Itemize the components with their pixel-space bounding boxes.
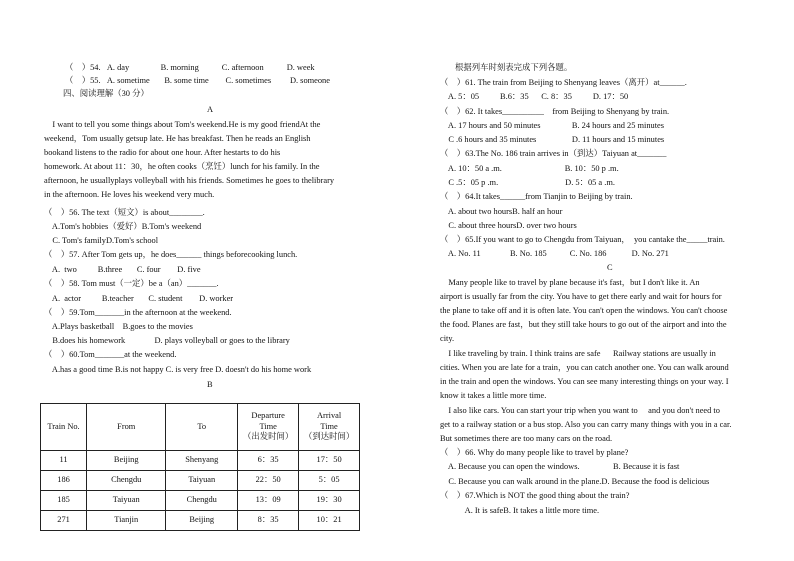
departure-label-cn: （出发时间） xyxy=(243,432,294,442)
arrival-label: Arrival xyxy=(317,411,342,421)
table-row xyxy=(41,451,360,471)
question-58: （ ）58. Tom must（一定）be a（an）_______. xyxy=(44,279,219,288)
question-62: （ ）62. It takes__________ from Beijing to Shenyang by train. xyxy=(440,107,670,116)
question-66-options: A. Because you can open the windows. B. Because it is fast xyxy=(440,462,680,471)
passage-c-line: airport is usually far from the city. You have to get there early and wait for hours for xyxy=(440,292,722,301)
train-timetable xyxy=(40,403,360,531)
table-row xyxy=(41,471,360,491)
cell-departure: 22：50 xyxy=(238,471,299,491)
question-58-options: A. actor B.teacher C. student D. worker xyxy=(44,294,234,303)
passage-c-line: the plane to take off and it is often late. You can't open the windows. You can't choose xyxy=(440,306,728,315)
table-row xyxy=(41,491,360,511)
cell-arrival: 5：05 xyxy=(299,471,360,491)
question-56-options: C. Tom's familyD.Tom's school xyxy=(44,236,159,245)
cell-train-no: 186 xyxy=(41,471,87,491)
passage-a-line: I want to tell you some things about Tom's weekend.He is my good friendAt the xyxy=(44,120,321,129)
question-54: （ ）54. A. day B. morning C. afternoon D. week xyxy=(65,63,315,72)
question-65: （ ）65.If you want to go to Chengdu from Taiyuan， you cantake the_____train. xyxy=(440,235,725,244)
question-59-options: B.does his homework D. plays volleyball or goes to the library xyxy=(44,336,290,345)
timetable-instructions: 根据列车时刻表完成下列各题。 xyxy=(455,63,573,72)
cell-to: Taiyuan xyxy=(166,471,238,491)
table-header xyxy=(299,404,360,451)
question-56-options: A.Tom's hobbies（爱好）B.Tom's weekend xyxy=(44,222,202,231)
cell-arrival: 19：30 xyxy=(299,491,360,511)
passage-b-title: B xyxy=(207,380,213,389)
passage-c-line: get to a railway station or a bus stop. Also you can carry many things with you in a car. xyxy=(440,420,732,429)
cell-departure: 6：35 xyxy=(238,451,299,471)
cell-arrival: 17：50 xyxy=(299,451,360,471)
question-60: （ ）60.Tom_______at the weekend. xyxy=(44,350,177,359)
passage-c-line: city. xyxy=(440,334,455,343)
passage-c-title: C xyxy=(607,263,613,272)
question-57-options: A. two B.three C. four D. five xyxy=(44,265,201,274)
passage-c-line: Many people like to travel by plane because it's fast，but I don't like it. An xyxy=(440,278,700,287)
question-55: （ ）55. A. sometime B. some time C. sometimes D. someone xyxy=(65,76,330,85)
question-60-options: A.has a good time B.is not happy C. is very free D. doesn't do his home work xyxy=(44,365,312,374)
question-62-options: C .6 hours and 35 minutes D. 11 hours and 15 minutes xyxy=(440,135,665,144)
passage-c-line: But sometimes there are too many cars on the road. xyxy=(440,434,613,443)
cell-to: Beijing xyxy=(166,511,238,531)
question-63-options: A. 10：50 a .m. B. 10：50 p .m. xyxy=(440,164,619,173)
question-62-options: A. 17 hours and 50 minutes B. 24 hours and 25 minutes xyxy=(440,121,665,130)
table-header: To xyxy=(166,404,238,451)
question-67-options: A. It is safeB. It takes a little more time. xyxy=(440,506,600,515)
question-57: （ ）57. After Tom gets up，he does______ things beforecooking lunch. xyxy=(44,250,298,259)
cell-from: Tianjin xyxy=(87,511,166,531)
question-59: （ ）59.Tom_______in the afternoon at the weekend. xyxy=(44,308,232,317)
cell-from: Taiyuan xyxy=(87,491,166,511)
question-59-options: A.Plays basketball B.goes to the movies xyxy=(44,322,193,331)
cell-arrival: 10：21 xyxy=(299,511,360,531)
question-63: （ ）63.The No. 186 train arrives in（到达）Taiyuan at_______ xyxy=(440,149,667,158)
cell-departure: 13：09 xyxy=(238,491,299,511)
question-64-options: A. about two hoursB. half an hour xyxy=(440,207,563,216)
departure-label: Time xyxy=(259,421,277,431)
departure-label: Departure xyxy=(251,411,285,421)
table-row xyxy=(41,511,360,531)
question-63-options: C .5：05 p .m. D. 5：05 a .m. xyxy=(440,178,615,187)
passage-c-line: I like traveling by train. I think trains are safe Railway stations are usually in xyxy=(440,349,716,358)
question-64: （ ）64.It takes______from Tianjin to Beijing by train. xyxy=(440,192,633,201)
passage-c-line: I also like cars. You can start your trip when you want to and you don't need to xyxy=(440,406,720,415)
question-61: （ ）61. The train from Beijing to Shenyang leaves（离开）at______. xyxy=(440,78,687,87)
cell-to: Chengdu xyxy=(166,491,238,511)
question-64-options: C. about three hoursD. over two hours xyxy=(440,221,577,230)
passage-c-line: know it takes a little more time. xyxy=(440,391,547,400)
question-66: （ ）66. Why do many people like to travel by plane? xyxy=(440,448,629,457)
passage-c-line: cities. When you are late for a train，you can catch another one. You can walk around xyxy=(440,363,729,372)
question-66-options: C. Because you can walk around in the plane.D. Because the food is delicious xyxy=(440,477,710,486)
cell-from: Beijing xyxy=(87,451,166,471)
arrival-label: Time xyxy=(320,421,338,431)
question-56: （ ）56. The text（短文）is about________. xyxy=(44,208,205,217)
section-heading: 四、阅读理解（30 分） xyxy=(63,89,149,98)
question-65-options: A. No. 11 B. No. 185 C. No. 186 D. No. 271 xyxy=(440,249,669,258)
table-header xyxy=(238,404,299,451)
passage-a-title: A xyxy=(207,105,214,114)
arrival-label-cn: （到达时间） xyxy=(303,432,355,442)
passage-a-line: in the afternoon. He loves his weekend very much. xyxy=(44,190,215,199)
cell-train-no: 185 xyxy=(41,491,87,511)
question-67: （ ）67.Which is NOT the good thing about the train? xyxy=(440,491,630,500)
cell-train-no: 11 xyxy=(41,451,87,471)
question-61-options: A. 5：05 B.6：35 C. 8：35 D. 17：50 xyxy=(440,92,629,101)
cell-train-no: 271 xyxy=(41,511,87,531)
table-header: Train No. xyxy=(41,404,87,451)
passage-a-line: homework. At about 11：30，he often cooks（烹饪）lunch for his family. In the xyxy=(44,162,320,171)
cell-to: Shenyang xyxy=(166,451,238,471)
passage-c-line: the food. Planes are fast，but they still take hours to go out of the airport and into the xyxy=(440,320,727,329)
table-header: From xyxy=(87,404,166,451)
cell-from: Chengdu xyxy=(87,471,166,491)
passage-c-line: in the train and open the windows. You can see many interesting things on your way. I xyxy=(440,377,729,386)
passage-a-line: bookand listens to the radio for about one hour. After hestarts to do his xyxy=(44,148,281,157)
passage-a-line: weekend，Tom usually getsup late. He has breakfast. Then he reads an English xyxy=(44,134,311,143)
cell-departure: 8：35 xyxy=(238,511,299,531)
passage-a-line: afternoon, he usuallyplays volleyball with his friends. Sometimes he goes to thelibrary xyxy=(44,176,335,185)
